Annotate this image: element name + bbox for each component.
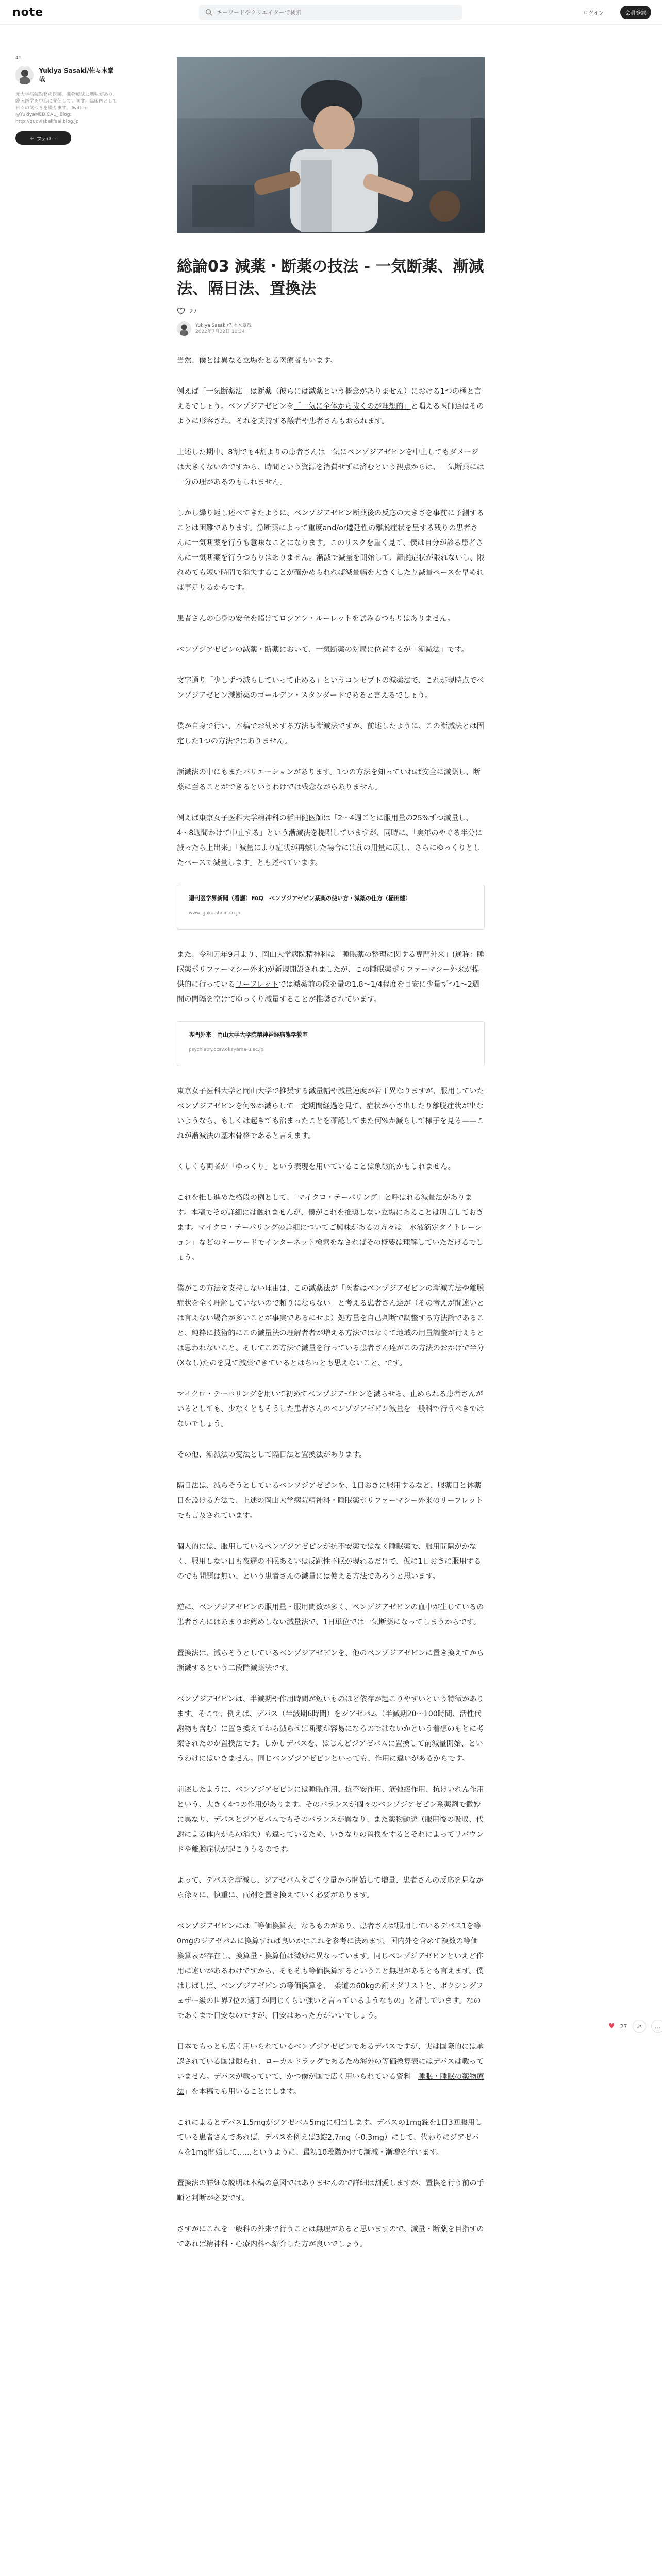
paragraph-text: さすがにこれを一般科の外来で行うことは無理があると思いますので、減量・断薬を目指すのであれば精神科・心療内科へ紹介した方が良いでしょう。 [177,2225,484,2248]
article-paragraph [177,1919,485,2024]
article-paragraph [177,2040,485,2099]
paragraph-text: では減薬前の段を量の1.8〜1/4程度を目安に少量ずつ1〜2週間の間隔を空けてゆっくり減量することが推奨されています。 [177,980,479,1004]
article-paragraph [177,2176,485,2206]
paragraph-text: 僕が自身で行い、本稿でお勧めする方法も漸減法ですが、前述したように、この漸減法とは固定した1つの方法ではありません。 [177,722,484,745]
paragraph-text: その他、漸減法の変法として隔日法と置換法があります。 [177,1451,367,1459]
link-card[interactable] [177,1021,485,1066]
like-count: 27 [189,308,197,315]
plus-icon: + [30,135,35,141]
floating-actions [608,2020,662,2033]
article-title: 総論03 減薬・断薬の技法 - 一気断薬、漸減法、隔日法、置換法 [177,258,484,298]
paragraph-text: 上述した期中、8割でも4割よりの患者さんは一気にベンゾジアゼピンを中止してもダメージは大きくないのですから、時間という資源を消費せずに済むという観点からは、一気断薬には一分の理があるのもしれません。 [177,448,484,486]
article-paragraph [177,1387,485,1432]
inline-link[interactable]: リーフレット [235,980,279,989]
article-body [177,353,485,2252]
paragraph-text: ベンゾジアゼピンには「等価換算表」なるものがあり、患者さんが服用しているデパス1を等0mgのジアゼパムに換算すれば良いかはこれを参考に決めます。国内外を含めて複数の等価換算表が存在し、換算量・換算値は微妙に異なっています。同じベンゾジアゼピンといえど作用に違いがあるわけですから、そもそも等価換算するということ無理があるとも言えます。僕はしばしば、ベンゾジアゼピンの等価換算を、「柔道の60kgの銅メダリストと、ボクシングフェザー級の世界7位の選手が同じくらい強いと言っているようなもの」と評しています。なのであくまで目安なのですが、目安はあった方がいいでしょう。 [177,1922,484,2020]
article-paragraph [177,506,485,596]
article-paragraph [177,1160,485,1175]
paragraph-text: 置換法の詳細な説明は本稿の意図ではありませんので詳細は割愛しますが、置換を行う前の手順と判断が必要です。 [177,2179,484,2202]
paragraph-text: くしくも両者が「ゆっくり」という表現を用いていることは象徴的かもしれません。 [177,1163,455,1171]
inline-link[interactable]: 睡眠・睡眠の薬物療法 [177,2073,484,2096]
hero-image [177,57,485,233]
paragraph-text: 」を本稿でも用いることにします。 [184,2088,301,2096]
heart-icon[interactable]: ♥ [608,2022,615,2030]
search-input[interactable] [217,9,454,16]
paragraph-text: これを推し進めた格段の例として、「マイクロ・テーパリング」と呼ばれる減量法があります。本稿でその詳細には触れませんが、僕がこれを推奨しない立場にあることは明言しておきます。マイクロ・テーパリングの詳細についてご興味があるの方々は「水液滴定タイトレーション」などのキーワードでインターネット検索をなさればその概要は理解していただけるでしょう。 [177,1194,484,1262]
like-area [177,307,485,315]
paragraph-text: また、令和元年9月より、岡山大学病院精神科は「睡眠薬の整理に関する専門外来」(通称：睡眠薬ポリファーマシー外来)が新規開設されましたが、この睡眠薬ポリファーマシー外来が提供的に行っている [177,951,485,989]
article-paragraph [177,1692,485,1767]
paragraph-text: 当然、僕とは異なる立場をとる医療者もいます。 [177,357,337,365]
article-paragraph [177,1084,485,1144]
profile-bio: 元大学病院勤務の医師。薬物療法に興味があり、臨床医学を中心に発信しています。臨床医として日々の気づきを綴ります。Twitter: @YukiyaMEDICAL_ Blog: http://quovisbelifsai.blog.jp [15,92,118,124]
link-card-title: 専門外来｜岡山大学大学院精神神経病態学教室 [189,1031,308,1038]
profile-count: 41 [15,56,22,61]
article-paragraph [177,642,485,657]
creator-profile [15,56,119,145]
paragraph-text: 僕がこの方法を支持しない理由は、この減薬法が「医者はベンゾジアゼピンの漸減方法や離脱症状を全く理解していないので頼りにならない」と考える患者さん達が（その考えが間違いとは言えない場合が多いことが事実であるにせよ）処方量を自己判断で調整する方法論であること、純粋に技術的にこの減量法の理解者者が増える方法ではなくて地域の用量調整が行えるとは思われないこと、そしてこの方法で減量を行っている患者さん達がこの方法のおかげで半分(Xなし)たのを見て減薬できているとはちっとも思えないこと、です。 [177,1284,484,1367]
float-like-count: 27 [620,2023,627,2030]
publish-date: 2022年7月22日 10:34 [195,329,245,334]
article-paragraph [177,1646,485,1676]
paragraph-text: これによるとデパス1.5mgがジアゼパム5mgに相当します。デパスの1mg錠を1日3回服用している患者さんであれば、デパスを例えば3錠2.7mg（-0.3mg）にして、代わりにジアゼパムを1mg開始して……というように、最初10段階かけて漸減・漸増を行います。 [177,2119,483,2157]
link-card-url: psychiatry.ccsv.okayama-u.ac.jp [189,1047,264,1053]
avatar[interactable] [15,66,34,84]
article-paragraph [177,1191,485,1265]
article-paragraph [177,2115,485,2160]
paragraph-text: しかし繰り返し述べてきたように、ベンゾジアゼピン断薬後の反応の大きさを事前に予測することは困難であります。急断薬によって重度and/or遷延性の離脱症状を呈する残りの患者さんに一気断薬を行うも意味なことになります。このリスクを重く見て、僕は自分が診る患者さんに一気断薬を行うつもりはありません。漸減で減量を開始して、離脱症状が限れないし、限れめても短い時間で消失することが確かめられれば減量幅を大きくしたり減量ペースを早めれば事足りるからです。 [177,509,485,592]
link-card-url: www.igaku-shoin.co.jp [189,911,241,916]
article-paragraph [177,1783,485,1857]
article-paragraph [177,1539,485,1584]
top-header [0,0,662,25]
article-paragraph [177,673,485,703]
article [177,57,485,2268]
paragraph-text: と唱える医師達はそのように形容され、それを支持する議者や患者さんもおられます。 [177,402,484,426]
article-paragraph [177,1479,485,1523]
paragraph-text: 前述したように、ベンゾジアゼピンには睡眠作用、抗不安作用、筋弛緩作用、抗けいれん作用という、大きく4つの作用があります。そのバランスが個々のベンゾジアゼピン系薬剤で微妙に異なり、デパスとジアゼパムでもそのバランスが異なり、また薬物動態（服用後の吸収、代謝による体内からの消失）も違っているため、いきなりの置換をするとそれによってリバウンドや離脱症状が起こりうるのです。 [177,1786,484,1854]
paragraph-text: 逆に、ベンゾジアゼピンの服用量・服用間数が多く、ベンゾジアゼピンの血中が生じているの患者さんにはあまりお薦めしない減量法で、1日単位では一気断薬になってしまうからです。 [177,1603,484,1626]
article-paragraph [177,719,485,749]
profile-name[interactable]: Yukiya Sasaki/佐々木章哉 [39,67,114,83]
paragraph-text: 個人的には、服用しているベンゾジアゼピンが抗不安薬ではなく睡眠薬で、服用間隔がかなく、服用しない日も夜遅の不眠あるいは反跳性不眠が現れるだけで、仮に1日おきに服用するのでも問題は無い、という患者さんの減量には使える方法であろうと思います。 [177,1543,482,1581]
paragraph-text: ベンゾジアゼピンは、半減期や作用時間が短いものほど依存が起こりやすいという特徴があります。そこで、例えば、デパス（半減期6時間）をジアゼパム（半減期20〜100時間、活性代謝物も含む）に置き換えてから減らせば断薬が容易になるのではないかという着想のもとに考案されたのが置換法です。しかしデパスを、はじんどジアゼパムに置換して前減量開始、というわけにはいきません。同じベンゾジアゼピンといっても、作用に違いがあるからです。 [177,1695,484,1763]
article-paragraph [177,384,485,429]
paragraph-text: マイクロ・テーパリングを用いて初めてベンゾジアゼピンを減らせる、止められる患者さんがいるとしても、少なくともそうした患者さんのベンゾジアゼピン減量を一般科で行うべきではないでしょう。 [177,1390,484,1428]
paragraph-text: 患者さんの心身の安全を賭けてロシアン・ルーレットを試みるつもりはありません。 [177,615,455,623]
login-button[interactable]: ログイン [575,6,612,19]
inline-link[interactable]: 「一気に全体から抜くのが理想的」 [293,402,411,411]
paragraph-text: 隔日法は、減らそうとしているベンゾジアゼピンを、1日おきに服用するなど、服薬日と休薬日を設ける方法で、上述の岡山大学病院精神科・睡眠薬ポリファーマシー外来のリーフレットでも言及されています。 [177,1482,483,1520]
article-paragraph [177,811,485,871]
paragraph-text: 例えば東京女子医科大学精神科の稲田健医師は「2〜4週ごとに服用量の25%ずつ減量し、4〜8週間かけて中止する」という漸減法を提唱していますが、同時に、「実年のやぐる半分に減ったら上出来」「減量により症状が再燃した場合には前の用量に戻し、さらにゆっくりとしたペースで減量します」とも述べています。 [177,814,483,867]
paragraph-text: 日本でもっとも広く用いられているベンゾジアゼピンであるデパスですが、実は国際的には承認されている国は限られ、ローカルドラッグであるため海外の等価換算表にはデパスは載っていません。デパスが載っていて、かつ僕が国で広く用いられている資料「 [177,2043,484,2081]
paragraph-text: 置換法は、減らそうとしているベンゾジアゼピンを、他のベンゾジアゼピンに置き換えてから漸減するという二段階減薬法です。 [177,1649,484,1672]
paragraph-text: 文字通り「少しずつ減らしていって止める」というコンセプトの減薬法で、これが現時点でベンゾジアゼピン減断薬のゴールデン・スタンダードであると言えるでしょう。 [177,676,484,700]
more-icon[interactable]: … [651,2020,662,2033]
article-paragraph [177,1600,485,1630]
search-box[interactable] [199,5,462,20]
article-paragraph [177,2222,485,2252]
paragraph-text: 漸減法の中にもまたバリエーションがあります。1つの方法を知っていれば安全に減薬し、断薬に至ることができるというわけでは残念ながらありません。 [177,768,481,791]
article-paragraph [177,445,485,490]
share-icon[interactable]: ↗ [633,2020,646,2033]
search-icon [205,9,212,16]
author-avatar[interactable] [177,321,191,336]
article-paragraph [177,353,485,368]
article-paragraph [177,947,485,1007]
paragraph-text: 東京女子医科大学と岡山大学で推奨する減量幅や減量速度が若干異なりますが、服用していたベンゾジアゼピンを何%か減らして一定期間経過を見て、症状が小さ出したり離脱症状が出ないようなら、もしくは起きても治まったことを確認してまた何%か減らして様子を見る——これが漸減法の基本骨格であると言えます。 [177,1087,484,1140]
article-paragraph [177,1448,485,1463]
author-name[interactable]: Yukiya Sasaki/佐々木章哉 [195,323,252,328]
article-paragraph [177,765,485,795]
article-paragraph [177,612,485,626]
article-paragraph [177,1281,485,1371]
paragraph-text: ベンゾジアゼピンの減薬・断薬において、一気断薬の対局に位置するが「漸減法」です。 [177,646,469,654]
note-logo[interactable]: note [12,6,44,19]
follow-label: フォロー [36,136,57,142]
link-card[interactable] [177,885,485,930]
follow-button[interactable] [15,131,71,145]
link-card-title: 週刊医学界新聞（看護）FAQ ベンゾジアゼピン系薬の使い方・減薬の仕方（稲田健） [189,895,411,902]
paragraph-text: 例えば「一気断薬法」は断薬（彼らには減薬という概念がありません）における1つの極と言えるでしょう。ベンゾジアゼピンを [177,387,482,411]
paragraph-text: よって、デパスを漸減し、ジアゼパムをごく少量から開始して増量、患者さんの反応を見ながら徐々に、慎重に、両剤を置き換えていく必要があります。 [177,1876,484,1900]
author-row [177,321,485,336]
article-paragraph [177,1873,485,1903]
signup-button[interactable]: 会員登録 [620,6,651,19]
heart-icon[interactable] [177,307,185,315]
